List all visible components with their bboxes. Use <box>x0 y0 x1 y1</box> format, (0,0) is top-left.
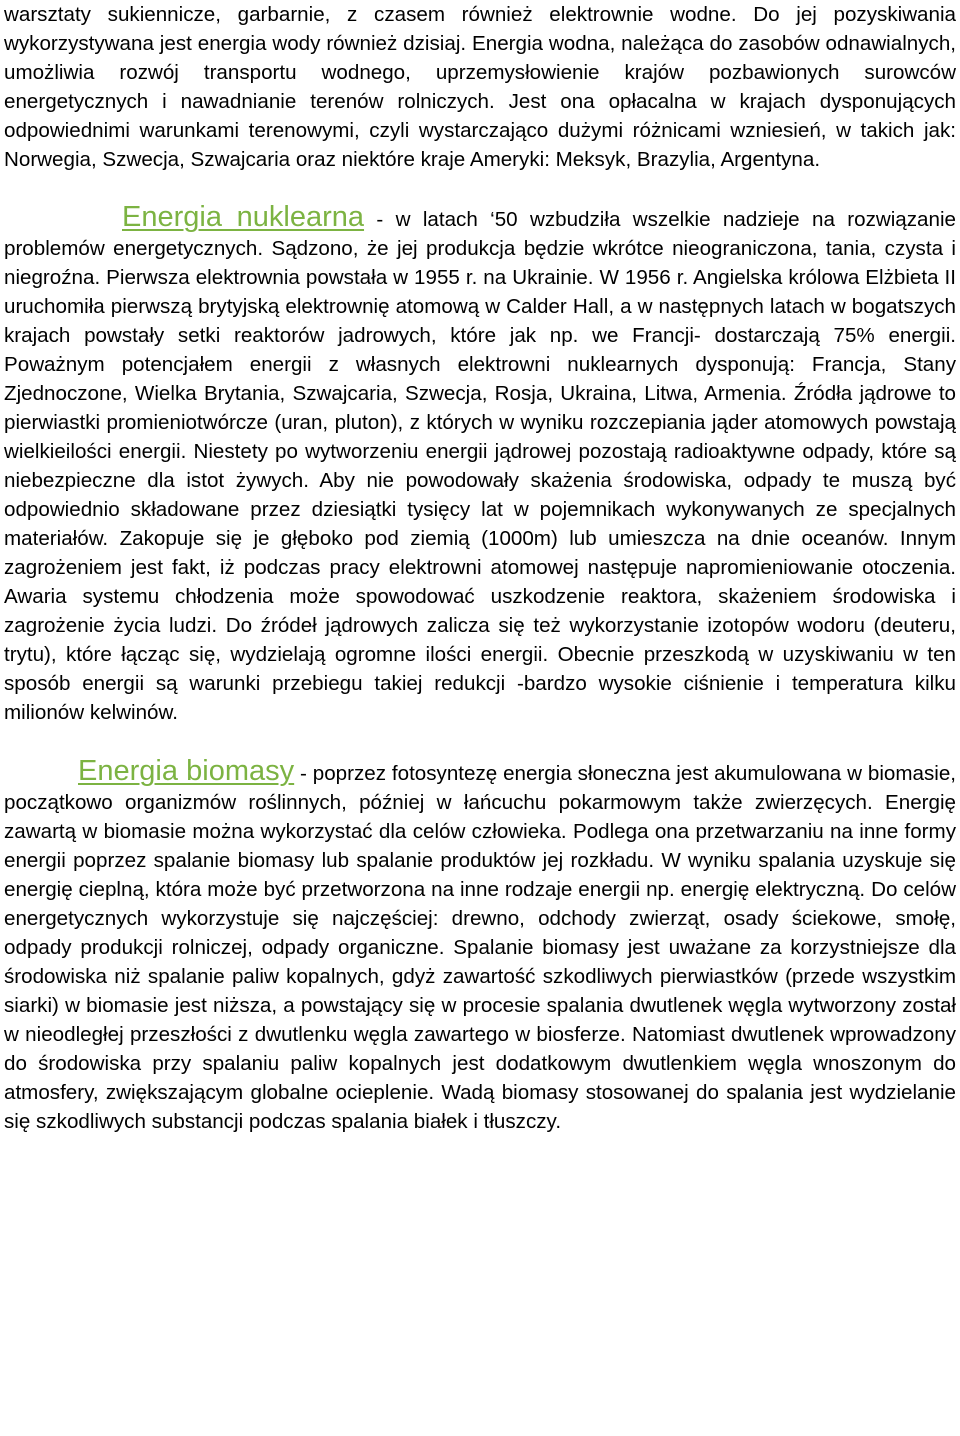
paragraph-text: - w latach ‘50 wzbudziła wszelkie nadzieje na rozwiązanie problemów energetycznych. Sądzono, że jej produkcja będzie wkrótce nieograniczona, tania, czysta i niegroźna. Pierwsza elektrownia powstała w 1955 r. na Ukrainie. W 1956 r. Angielska królowa Elżbieta II uruchomiła pierwszą brytyjską elektrownię atomową w Calder Hall, a w następnych latach w bogatszych krajach powstały setki reaktorów jadrowych, które jak np. we Francji- dostarczają 75% energii. Poważnym potencjałem energii z własnych elektrowni nuklearnych dysponują: Francja, Stany Zjednoczone, Wielka Brytania, Szwajcaria, Szwecja, Rosja, Ukraina, Litwa, Armenia. Źródła jądrowe to pierwiastki promieniotwórcze (uran, pluton), z których w wyniku rozczepiania jąder atomowych powstają wielkieilości energii. Niestety po wytworzeniu energii jądrowej pozostają radioaktywne odpady, które są niebezpieczne dla istot żywych. Aby nie powodowały skażenia środowiska, odpady te muszą być odpowiednio składowane przez dziesiątki tysięcy lat w pojemnikach wykonywanych ze specjalnych materiałów. Zakopuje się je głęboko pod ziemią (1000m) lub umieszcza na dnie oceanów. Innym zagrożeniem jest fakt, iż podczas pracy elektrowni atomowej następuje napromieniowanie otoczenia. Awaria systemu chłodzenia może spowodować uszkodzenie reaktora, skażeniem środowiska i zagrożenie życia ludzi. Do źródeł jądrowych zalicza się też wykorzystanie izotopów wodoru (deuteru, trytu), które łącząc się, wydzielają ogromne ilości energii. Obecnie przeszkodą w uzyskiwaniu w ten sposób energii są warunki przebiegu takiej redukcji -bardzo wysokie ciśnienie i temperatura kilku milionów kelwinów. <box>4 208 956 724</box>
paragraph-biomass-energy <box>4 757 956 1136</box>
section-heading-nuclear: Energia nuklearna <box>122 201 365 233</box>
paragraph-nuclear-energy <box>4 203 956 727</box>
paragraph-text: - poprzez fotosyntezę energia słoneczna jest akumulowana w biomasie, początkowo organizmów roślinnych, później w łańcuchu pokarmowym także zwierzęcych. Energię zawartą w biomasie można wykorzystać dla celów człowieka. Podlega ona przetwarzaniu na inne formy energii poprzez spalanie biomasy lub spalanie produktów jej rozkładu. W wyniku spalania uzyskuje się energię cieplną, która może być przetworzona na inne rodzaje energii np. energię elektryczną. Do celów energetycznych wykorzystuje się najczęściej: drewno, odchody zwierząt, osady ściekowe, smołę, odpady produkcji rolniczej, odpady organiczne. Spalanie biomasy jest uważane za korzystniejsze dla środowiska niż spalanie paliw kopalnych, gdyż zawartość szkodliwych pierwiastków (przede wszystkim siarki) w biomasie jest niższa, a powstający się w procesie spalania dwutlenek węgla wytworzony został w nieodległej przeszłości z dwutlenku węgla zawartego w biosferze. Natomiast dwutlenek wprowadzony do środowiska przy spalaniu paliw kopalnych jest dodatkowym dwutlenkiem węgla wnoszonym do atmosfery, zwiększającym globalne ocieplenie. Wadą biomasy stosowanej do spalania jest wydzielanie się szkodliwych substancji podczas spalania białek i tłuszczy. <box>4 762 957 1133</box>
document-page <box>4 0 956 1136</box>
section-heading-biomass: Energia biomasy <box>78 755 295 787</box>
paragraph-text: warsztaty sukiennicze, garbarnie, z czasem również elektrownie wodne. Do jej pozyskiwania wykorzystywana jest energia wody również dzisiaj. Energia wodna, należąca do zasobów odnawialnych, umożliwia rozwój transportu wodnego, uprzemysłowienie krajów pozbawionych surowców energetycznych i nawadnianie terenów rolniczych. Jest ona opłacalna w krajach dysponujących odpowiednimi warunkami terenowymi, czyli wystarczająco dużymi różnicami wzniesień, w takich jak: Norwegia, Szwecja, Szwajcaria oraz niektóre kraje Ameryki: Meksyk, Brazylia, Argentyna. <box>4 3 956 171</box>
paragraph-hydro-energy <box>4 0 956 174</box>
